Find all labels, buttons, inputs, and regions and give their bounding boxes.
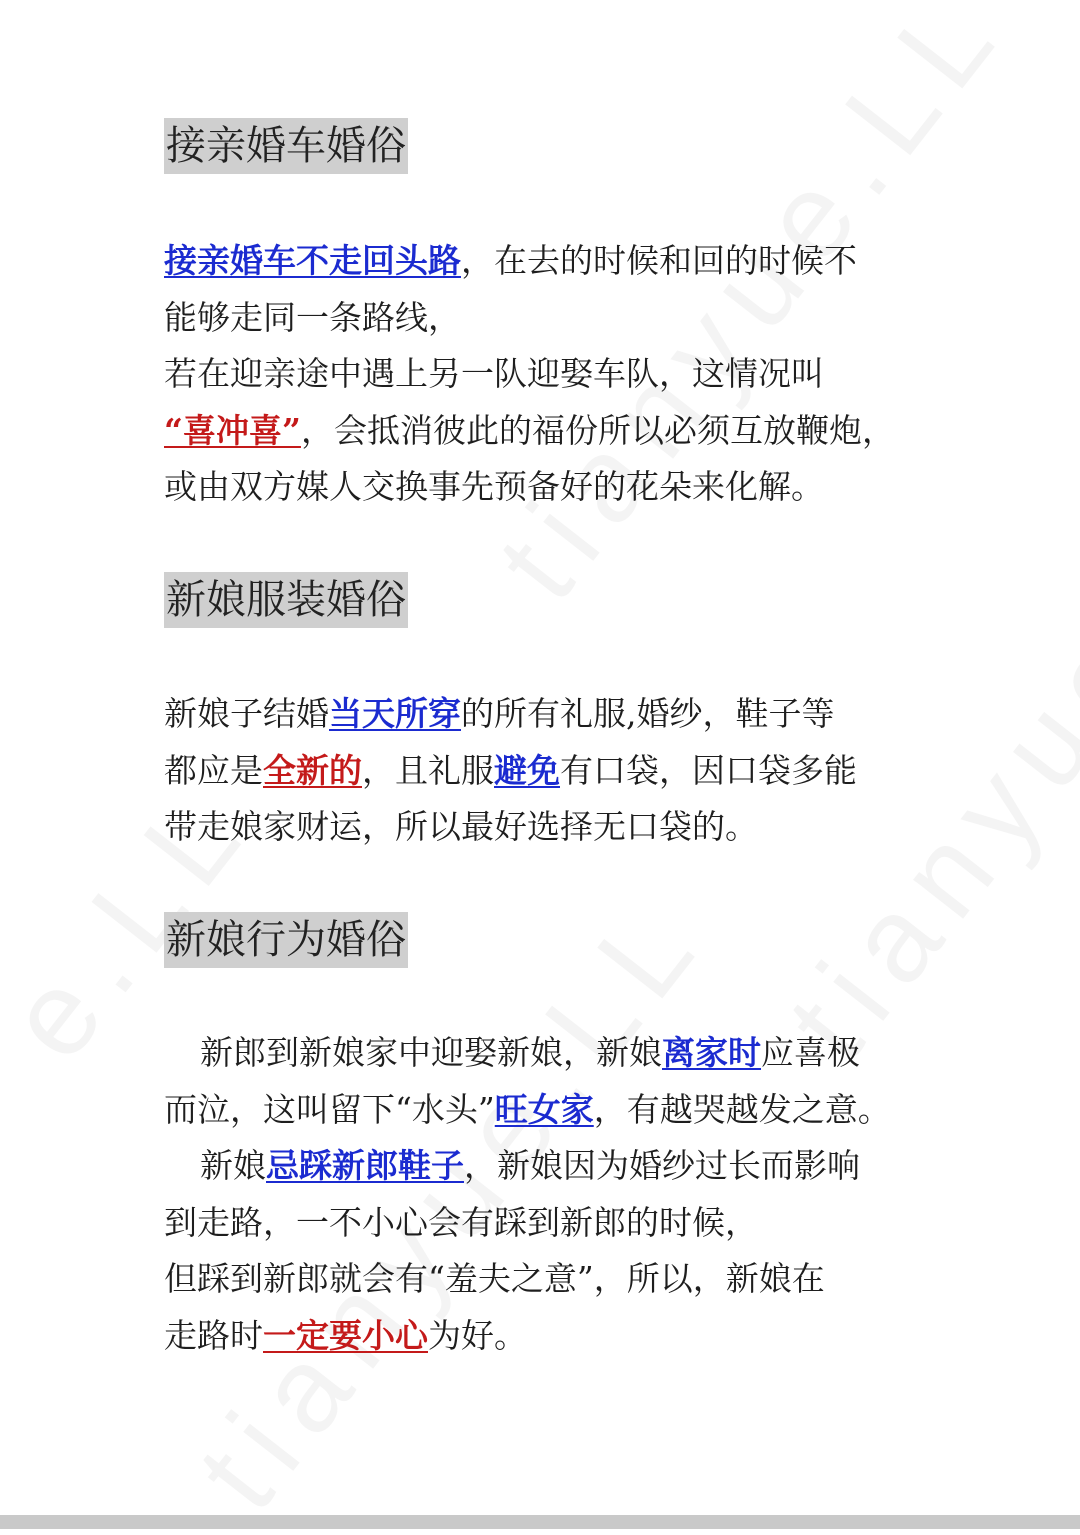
- page-bottom-bar: [0, 1515, 1080, 1529]
- paragraph: [164, 1025, 891, 1364]
- text-span: ，会抵消彼此的福份所以必须互放鞭炮，: [300, 410, 895, 450]
- text-line: 若在迎亲途中遇上另一队迎娶车队，这情况叫: [164, 354, 824, 393]
- text-line: 到走路，一不小心会有踩到新郎的时候，: [164, 1202, 758, 1242]
- text-line: [164, 743, 857, 800]
- highlight-link[interactable]: 避免: [494, 750, 560, 790]
- text-line: 带走娘家财运，所以最好选择无口袋的。: [164, 807, 758, 846]
- text-span: 新娘: [200, 1146, 266, 1185]
- highlight-emphasis: “喜冲喜”: [164, 410, 301, 450]
- text-span: ，在去的时候和回的时候不: [461, 241, 857, 280]
- highlight-emphasis: 全新的: [263, 750, 362, 790]
- paragraph: [164, 233, 895, 516]
- highlight-link[interactable]: 旺女家: [494, 1089, 594, 1129]
- text-span: 应喜极: [761, 1033, 860, 1072]
- text-span: 有口袋，因口袋多能: [560, 750, 857, 790]
- highlight-link[interactable]: 当天所穿: [329, 694, 461, 733]
- section-heading: 接亲婚车婚俗: [164, 118, 408, 174]
- section-heading: 新娘行为婚俗: [164, 912, 408, 968]
- text-span: 新郎到新娘家中迎娶新娘，新娘: [200, 1033, 662, 1072]
- highlight-link[interactable]: 离家时: [662, 1033, 761, 1072]
- text-span: ，且礼服: [362, 750, 494, 790]
- text-line: [164, 1025, 891, 1082]
- highlight-link[interactable]: 接亲婚车不走回头路: [164, 241, 461, 280]
- text-line: [164, 233, 895, 290]
- text-span: ，新娘因为婚纱过长而影响: [464, 1146, 860, 1185]
- text-span: 都应是: [164, 750, 263, 790]
- text-span: 为好。: [428, 1315, 527, 1355]
- text-line: 能够走同一条路线，: [164, 297, 461, 337]
- text-span: ，有越哭越发之意。: [593, 1089, 891, 1129]
- text-line: 但踩到新郎就会有“羞夫之意”，所以，新娘在: [164, 1259, 825, 1298]
- highlight-link[interactable]: 忌踩新郎鞋子: [266, 1146, 464, 1185]
- text-line: 或由双方媒人交换事先预备好的花朵来化解。: [164, 467, 824, 506]
- section-heading: 新娘服装婚俗: [164, 572, 408, 628]
- text-line: [164, 686, 857, 743]
- highlight-emphasis: 一定要小心: [263, 1315, 428, 1355]
- text-line: [164, 1082, 891, 1139]
- text-span: 走路时: [164, 1315, 263, 1355]
- text-line: [164, 1138, 891, 1195]
- text-span: 的所有礼服,婚纱，鞋子等: [461, 694, 835, 733]
- text-line: [164, 403, 895, 460]
- text-span: 而泣，这叫留下“水头”: [164, 1089, 495, 1129]
- text-line: [164, 1308, 891, 1365]
- text-span: 新娘子结婚: [164, 694, 329, 733]
- paragraph: [164, 686, 857, 856]
